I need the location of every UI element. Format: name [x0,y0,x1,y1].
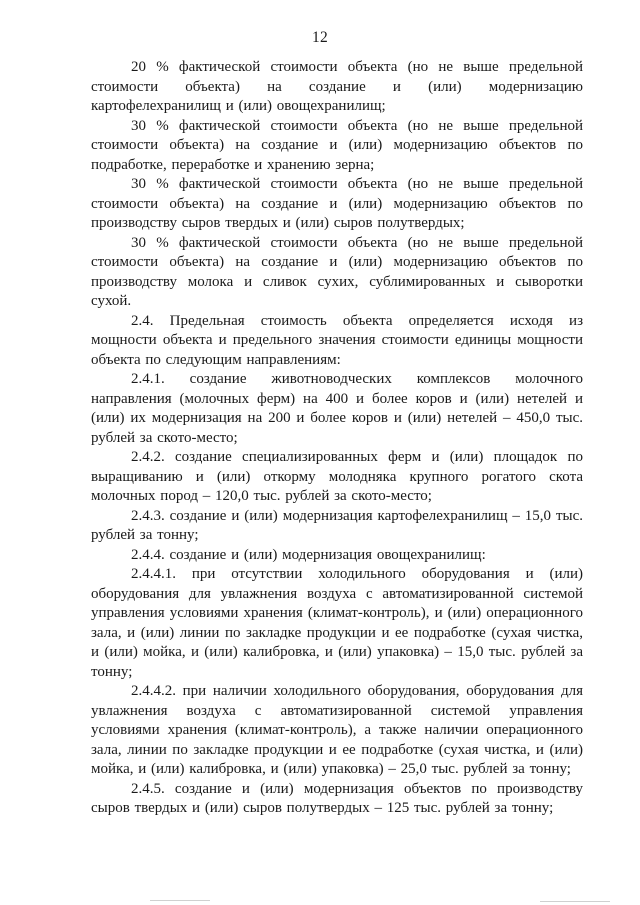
page-number: 12 [311,29,329,46]
paragraph-2-4-limit-cost: 2.4. Предельная стоимость объекта определяется исходя из мощности объекта и предельного значения стоимости единицы мощности объекта по следующим направлениям: [91,312,583,368]
paragraph-2-4-1-dairy-complexes: 2.4.1. создание животноводческих комплексов молочного направления (молочных ферм) на 400 и более коров и (или) нетелей и (или) их модернизация на 200 и более коров и (или) нетелей – 450,0 тыс. рублей за ското-место; [91,371,583,446]
document-body [91,58,583,819]
paragraph-2-4-2-young-cattle-farms: 2.4.2. создание специализированных ферм и (или) площадок по выращиванию и (или) откорму молодняка крупного рогатого скота молочных пород – 120,0 тыс. рублей за ското-место; [91,449,583,504]
paragraph-2-4-4-2-with-equipment: 2.4.4.2. при наличии холодильного оборудования, оборудования для увлажнения воздуха с автоматизированной системой управления условиями хранения (климат-контроль), а также наличии операционного зала, линии по закладке продукции и ее подработке (сухая чистка, и (или) мойка, и (или) калибровка, и (или) упаковка) – 25,0 тыс. рублей за тонну; [91,683,583,777]
paragraph-dry-milk-production-30pct: 30 % фактической стоимости объекта (но не выше предельной стоимости объекта) на создание и (или) модернизацию объектов по производству молока и сливок сухих, сублимированных и сыворотки сухой. [91,234,583,309]
scan-artifact-line [150,900,210,901]
paragraph-2-4-3-potato-storage: 2.4.3. создание и (или) модернизация картофелехранилищ – 15,0 тыс. рублей за тонну; [91,507,583,543]
paragraph-2-4-4-1-without-equipment: 2.4.4.1. при отсутствии холодильного оборудования и (или) оборудования для увлажнения воздуха с автоматизированной системой управления условиями хранения (климат-контроль), и (или) операционного зала, и (или) линии по закладке продукции и ее подработке (сухая чистка, и (или) мойка, и (или) калибровка, и (или) упаковка) – 15,0 тыс. рублей за тонну; [91,566,583,680]
paragraph-2-4-4-vegetable-storage: 2.4.4. создание и (или) модернизация овощехранилищ: [131,546,486,563]
paragraph-grain-processing-30pct: 30 % фактической стоимости объекта (но не выше предельной стоимости объекта) на создание и (или) модернизацию объектов по подработке, переработке и хранению зерна; [91,117,583,173]
scan-artifact-line [540,901,610,902]
paragraph-2-4-5-cheese-facilities: 2.4.5. создание и (или) модернизация объектов по производству сыров твердых и (или) сыров полутвердых – 125 тыс. рублей за тонну; [91,780,583,816]
paragraph-potato-vegetable-storage-20pct: 20 % фактической стоимости объекта (но не выше предельной стоимости объекта) на создание и (или) модернизацию картофелехранилищ и (или) овощехранилищ; [91,59,583,114]
paragraph-cheese-production-30pct: 30 % фактической стоимости объекта (но не выше предельной стоимости объекта) на создание и (или) модернизацию объектов по производству сыров твердых и (или) сыров полутвердых; [91,176,583,231]
